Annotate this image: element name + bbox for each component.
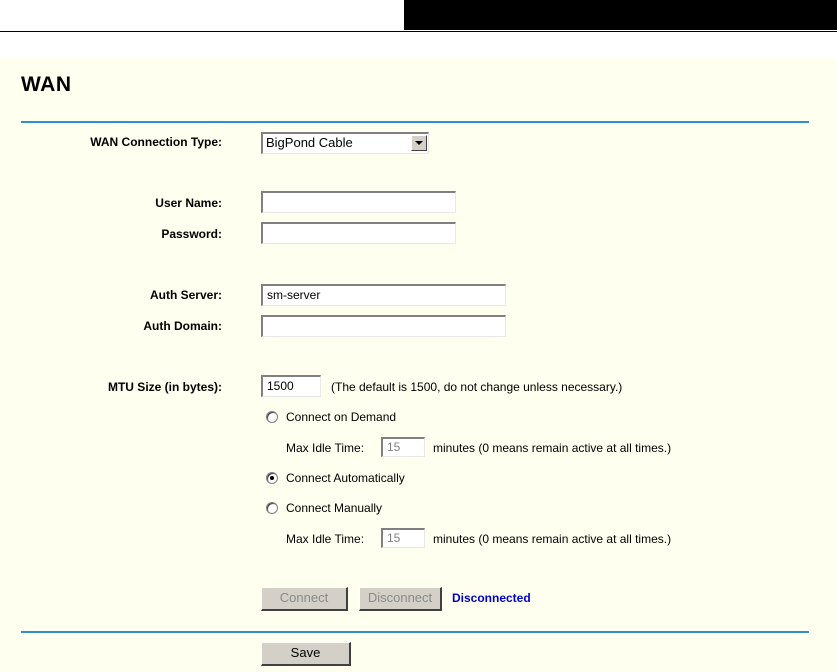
mtu-label: MTU Size (in bytes): [107, 380, 222, 394]
header-black-bar [404, 0, 837, 30]
wan-type-select[interactable] [261, 132, 429, 154]
header-divider [0, 31, 837, 32]
connect-automatically-radio[interactable] [266, 472, 278, 484]
connect-manually-radio[interactable] [266, 502, 278, 514]
auth-domain-label: Auth Domain: [143, 319, 222, 333]
max-idle-time-manual-input[interactable]: 15 [381, 528, 425, 548]
wan-type-selected-value: BigPond Cable [266, 135, 353, 150]
disconnect-button[interactable]: Disconnect [359, 587, 442, 611]
password-input[interactable] [261, 222, 456, 244]
auth-server-input[interactable]: sm-server [261, 284, 506, 306]
top-divider [21, 121, 809, 123]
page-title: WAN [21, 73, 72, 96]
user-name-label: User Name: [155, 196, 222, 210]
max-idle-time-suffix: minutes (0 means remain active at all times.) [433, 532, 672, 546]
bottom-divider [21, 631, 809, 633]
save-button[interactable]: Save [261, 642, 351, 666]
connect-button[interactable]: Connect [261, 587, 348, 611]
password-label: Password: [161, 227, 222, 241]
chevron-down-icon[interactable] [411, 135, 427, 151]
connect-automatically-label: Connect Automatically [286, 471, 405, 485]
auth-server-label: Auth Server: [149, 288, 222, 302]
mtu-hint: (The default is 1500, do not change unless necessary.) [331, 380, 623, 394]
mtu-input[interactable]: 1500 [261, 375, 321, 397]
connect-on-demand-label: Connect on Demand [286, 410, 397, 424]
connection-status: Disconnected [452, 591, 531, 605]
max-idle-time-label: Max Idle Time: [286, 441, 365, 455]
user-name-input[interactable] [261, 191, 456, 213]
wan-type-label: WAN Connection Type: [90, 135, 222, 149]
max-idle-time-label: Max Idle Time: [286, 532, 365, 546]
connect-manually-label: Connect Manually [286, 501, 383, 515]
max-idle-time-suffix: minutes (0 means remain active at all times.) [433, 441, 672, 455]
connect-on-demand-radio[interactable] [266, 411, 278, 423]
max-idle-time-demand-input[interactable]: 15 [381, 437, 425, 457]
auth-domain-input[interactable] [261, 315, 506, 337]
